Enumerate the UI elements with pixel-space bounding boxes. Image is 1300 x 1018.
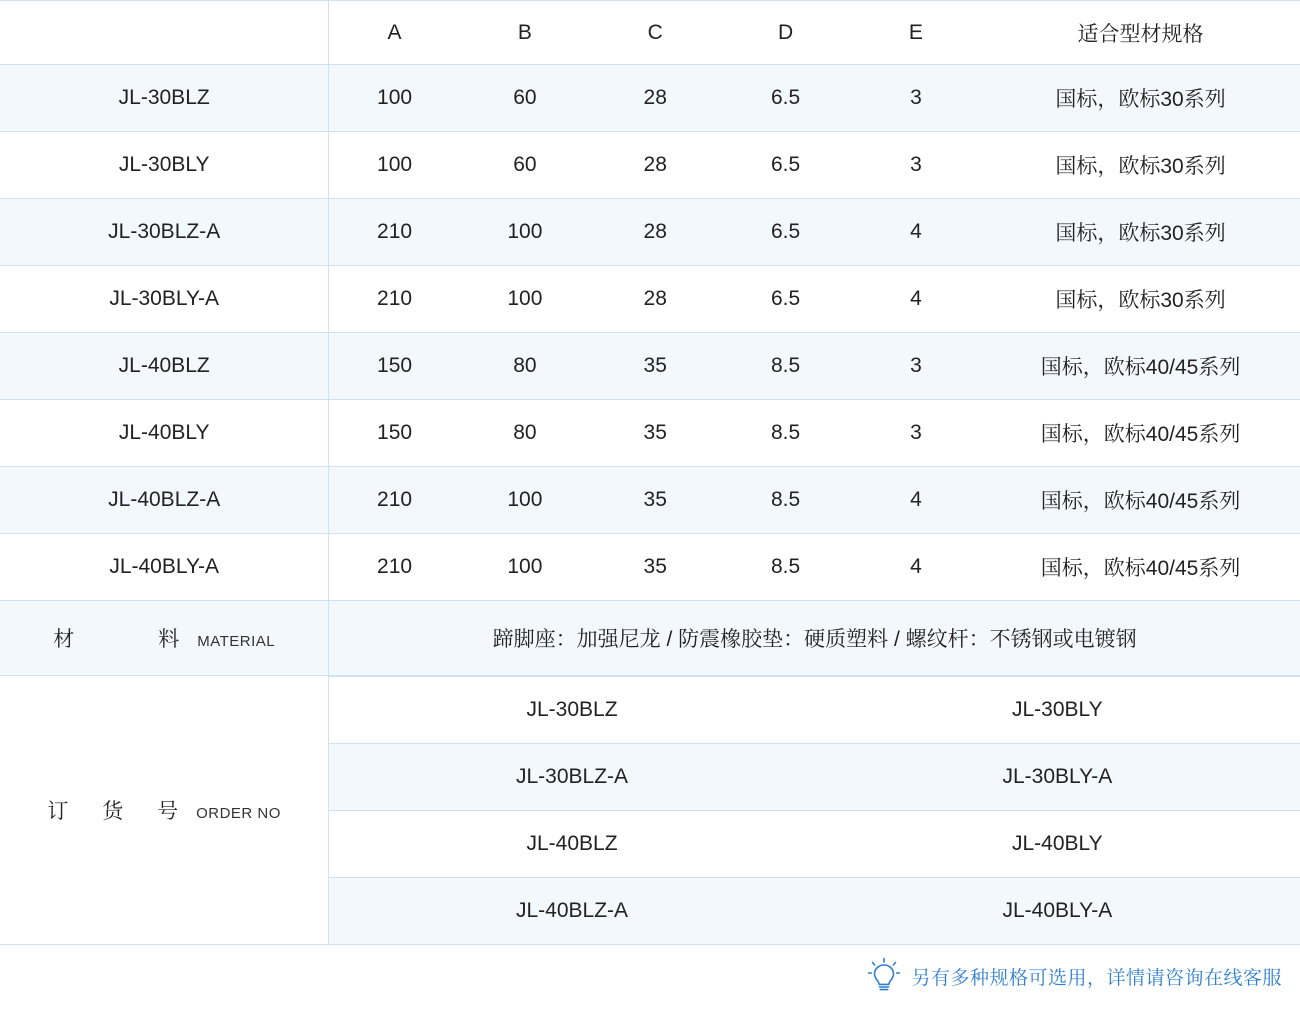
cell-e: 4 [851,467,981,534]
footer-note [867,956,1282,996]
order-number: JL-40BLY-A [815,878,1300,945]
cell-model: JL-40BLY-A [0,534,329,601]
cell-spec: 国标，欧标40/45系列 [981,333,1300,400]
material-row [0,601,1300,676]
cell-d: 6.5 [720,132,850,199]
cell-a: 210 [329,266,460,333]
cell-a: 210 [329,199,460,266]
cell-b: 100 [460,266,590,333]
table-row [0,467,1300,534]
cell-d: 6.5 [720,199,850,266]
order-number: JL-40BLZ-A [329,878,814,945]
cell-b: 100 [460,199,590,266]
cell-e: 3 [851,65,981,132]
header-row [0,1,1300,65]
material-label-en: MATERIAL [197,633,276,650]
order-label [0,676,329,945]
table-row [0,534,1300,601]
order-number: JL-40BLY [815,811,1300,878]
cell-c: 35 [590,534,720,601]
cell-spec: 国标，欧标30系列 [981,132,1300,199]
material-value: 蹄脚座：加强尼龙 / 防震橡胶垫：硬质塑料 / 螺纹杆：不锈钢或电镀钢 [329,601,1300,676]
cell-d: 6.5 [720,65,850,132]
cell-e: 4 [851,266,981,333]
order-number: JL-30BLZ-A [329,744,814,811]
cell-a: 210 [329,467,460,534]
lightbulb-icon [867,956,901,996]
cell-b: 100 [460,467,590,534]
table-row [0,333,1300,400]
table-row [0,400,1300,467]
order-number: JL-30BLZ [329,677,814,744]
cell-model: JL-30BLZ [0,65,329,132]
cell-e: 3 [851,132,981,199]
material-label [0,601,329,676]
cell-b: 80 [460,400,590,467]
cell-spec: 国标，欧标40/45系列 [981,467,1300,534]
cell-c: 28 [590,199,720,266]
cell-b: 100 [460,534,590,601]
cell-a: 210 [329,534,460,601]
header-b: B [460,1,590,65]
table-row [0,199,1300,266]
cell-c: 28 [590,266,720,333]
cell-a: 150 [329,333,460,400]
cell-e: 3 [851,333,981,400]
cell-c: 35 [590,467,720,534]
order-number-row [329,878,1300,945]
cell-e: 3 [851,400,981,467]
cell-model: JL-30BLZ-A [0,199,329,266]
order-number: JL-30BLY-A [815,744,1300,811]
cell-model: JL-30BLY [0,132,329,199]
cell-c: 28 [590,132,720,199]
order-label-cn: 订 货 号 [47,800,193,823]
table-body [0,65,1300,945]
cell-model: JL-40BLZ-A [0,467,329,534]
cell-d: 6.5 [720,266,850,333]
cell-e: 4 [851,199,981,266]
cell-d: 8.5 [720,534,850,601]
order-number: JL-30BLY [815,677,1300,744]
cell-a: 100 [329,65,460,132]
cell-a: 150 [329,400,460,467]
cell-c: 35 [590,333,720,400]
cell-e: 4 [851,534,981,601]
order-number-row [329,677,1300,744]
cell-b: 60 [460,132,590,199]
header-e: E [851,1,981,65]
order-number: JL-40BLZ [329,811,814,878]
header-model [0,1,329,65]
table-row [0,266,1300,333]
header-spec: 适合型材规格 [981,1,1300,65]
cell-spec: 国标，欧标40/45系列 [981,534,1300,601]
order-number-row [329,744,1300,811]
cell-d: 8.5 [720,400,850,467]
footer-note-text: 另有多种规格可选用，详情请咨询在线客服 [911,967,1282,989]
cell-c: 35 [590,400,720,467]
table-header [0,1,1300,65]
cell-b: 80 [460,333,590,400]
header-d: D [720,1,850,65]
order-row [0,676,1300,945]
cell-model: JL-30BLY-A [0,266,329,333]
cell-model: JL-40BLY [0,400,329,467]
header-a: A [329,1,460,65]
cell-c: 28 [590,65,720,132]
cell-d: 8.5 [720,333,850,400]
cell-a: 100 [329,132,460,199]
cell-d: 8.5 [720,467,850,534]
header-c: C [590,1,720,65]
cell-spec: 国标，欧标40/45系列 [981,400,1300,467]
cell-spec: 国标，欧标30系列 [981,266,1300,333]
material-label-cn: 材 料 [53,628,194,651]
order-label-en: ORDER NO [196,805,281,822]
table-row [0,65,1300,132]
order-numbers-table [329,676,1300,944]
cell-b: 60 [460,65,590,132]
cell-model: JL-40BLZ [0,333,329,400]
order-number-row [329,811,1300,878]
cell-spec: 国标，欧标30系列 [981,65,1300,132]
cell-spec: 国标，欧标30系列 [981,199,1300,266]
table-row [0,132,1300,199]
order-numbers-container [329,676,1300,945]
